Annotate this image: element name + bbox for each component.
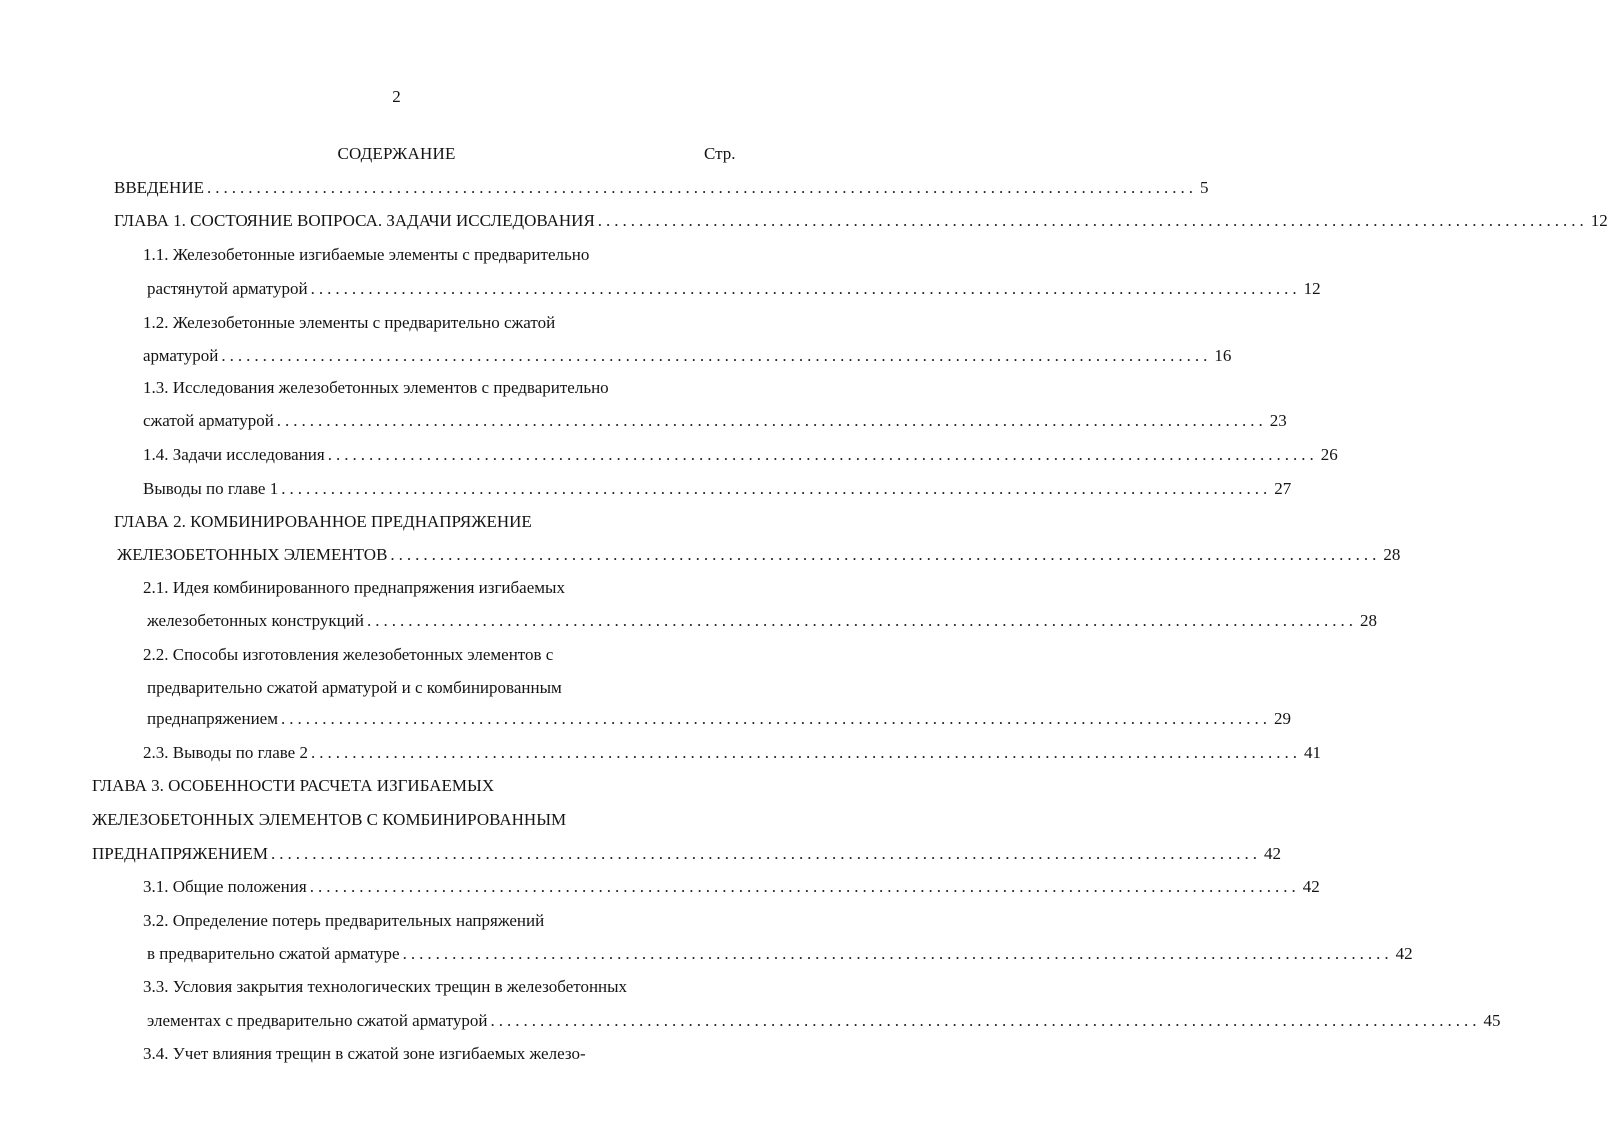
toc-page-number: 5 — [1199, 178, 1209, 197]
toc-entry: ПРЕДНАПРЯЖЕНИЕМ ........................................................................................................................ 42 — [92, 842, 726, 866]
toc-page-number: 42 — [1302, 877, 1320, 896]
toc-page-number: 41 — [1303, 743, 1321, 762]
leader-dots: ........................................................................................................................ — [206, 178, 1197, 197]
toc-entry: сжатой арматурой ........................................................................................................................ 23 — [143, 409, 718, 433]
toc-entry: в предварительно сжатой арматуре ........................................................................................................................ 42 — [147, 942, 727, 966]
toc-entry: 3.2. Определение потерь предварительных напряжений — [143, 911, 545, 930]
toc-entry: ЖЕЛЕЗОБЕТОННЫХ ЭЛЕМЕНТОВ ........................................................................................................................ 28 — [117, 543, 724, 567]
leader-dots: ........................................................................................................................ — [402, 944, 1393, 963]
toc-entry: 1.1. Железобетонные изгибаемые элементы с предварительно — [143, 245, 590, 264]
leader-dots: ........................................................................................................................ — [280, 709, 1271, 728]
toc-entry: растянутой арматурой ........................................................................................................................ 12 — [147, 277, 712, 301]
leader-dots: ........................................................................................................................ — [276, 411, 1267, 430]
toc-page-number: 27 — [1274, 479, 1292, 498]
leader-dots: ........................................................................................................................ — [309, 877, 1300, 896]
leader-dots: ........................................................................................................................ — [270, 844, 1261, 863]
leader-dots: ........................................................................................................................ — [310, 279, 1301, 298]
toc-title: СОДЕРЖАНИЕ — [337, 144, 456, 163]
toc-entry: железобетонных конструкций ........................................................................................................................ 28 — [147, 609, 724, 633]
toc-entry: предварительно сжатой арматурой и с комбинированным — [147, 678, 562, 697]
toc-entry: ГЛАВА 1. СОСТОЯНИЕ ВОПРОСА. ЗАДАЧИ ИССЛЕДОВАНИЯ ........................................................................................................................ 12 — [114, 209, 712, 233]
toc-entry: Выводы по главе 1 ........................................................................................................................ 27 — [143, 477, 723, 501]
leader-dots: ........................................................................................................................ — [310, 743, 1301, 762]
toc-entry: 2.1. Идея комбинированного преднапряжения изгибаемых — [143, 578, 565, 597]
toc-page-number: 12 — [1303, 279, 1321, 298]
toc-page-number: 23 — [1269, 411, 1287, 430]
leader-dots: ........................................................................................................................ — [597, 211, 1588, 230]
toc-page-number: 16 — [1214, 346, 1232, 365]
toc-entry: ГЛАВА 2. КОМБИНИРОВАННОЕ ПРЕДНАПРЯЖЕНИЕ — [114, 512, 532, 531]
toc-entry: ВВЕДЕНИЕ ........................................................................................................................ 5 — [114, 176, 712, 200]
toc-entry: ЖЕЛЕЗОБЕТОННЫХ ЭЛЕМЕНТОВ С КОМБИНИРОВАННЫМ — [92, 810, 567, 829]
page-column-label: Стр. — [704, 144, 736, 163]
toc-entry: 3.4. Учет влияния трещин в сжатой зоне изгибаемых железо- — [143, 1044, 586, 1063]
toc-entry: элементах с предварительно сжатой арматурой ........................................................................................................................ 45 — [147, 1009, 726, 1033]
toc-entry: 2.3. Выводы по главе 2 ........................................................................................................................ 41 — [143, 741, 723, 765]
toc-page-number: 29 — [1273, 709, 1291, 728]
toc-page-number: 28 — [1359, 611, 1377, 630]
toc-page-number: 12 — [1590, 211, 1608, 230]
toc-entry: 3.3. Условия закрытия технологических трещин в железобетонных — [143, 977, 628, 996]
toc-page-number: 42 — [1395, 944, 1413, 963]
leader-dots: ........................................................................................................................ — [281, 479, 1272, 498]
toc-page-number: 45 — [1483, 1011, 1501, 1030]
toc-entry: 1.2. Железобетонные элементы с предварительно сжатой — [143, 313, 556, 332]
toc-page-number: 28 — [1383, 545, 1401, 564]
toc-entry: 2.2. Способы изготовления железобетонных элементов с — [143, 645, 554, 664]
toc-entry: 1.4. Задачи исследования ........................................................................................................................ 26 — [143, 443, 723, 467]
leader-dots: ........................................................................................................................ — [366, 611, 1357, 630]
toc-entry: 3.1. Общие положения ........................................................................................................................ 42 — [143, 875, 726, 899]
leader-dots: ........................................................................................................................ — [221, 346, 1212, 365]
toc-entry: 1.3. Исследования железобетонных элементов с предварительно — [143, 378, 609, 397]
toc-page-number: 26 — [1320, 445, 1338, 464]
toc-entry: преднапряжением ........................................................................................................................ 29 — [147, 707, 723, 731]
leader-dots: ........................................................................................................................ — [390, 545, 1381, 564]
toc-entry: арматурой ........................................................................................................................ 16 — [143, 344, 716, 368]
leader-dots: ........................................................................................................................ — [327, 445, 1318, 464]
page-number: 2 — [392, 87, 401, 106]
toc-entry: ГЛАВА 3. ОСОБЕННОСТИ РАСЧЕТА ИЗГИБАЕМЫХ — [92, 776, 495, 795]
leader-dots: ........................................................................................................................ — [490, 1011, 1481, 1030]
toc-page-number: 42 — [1263, 844, 1281, 863]
